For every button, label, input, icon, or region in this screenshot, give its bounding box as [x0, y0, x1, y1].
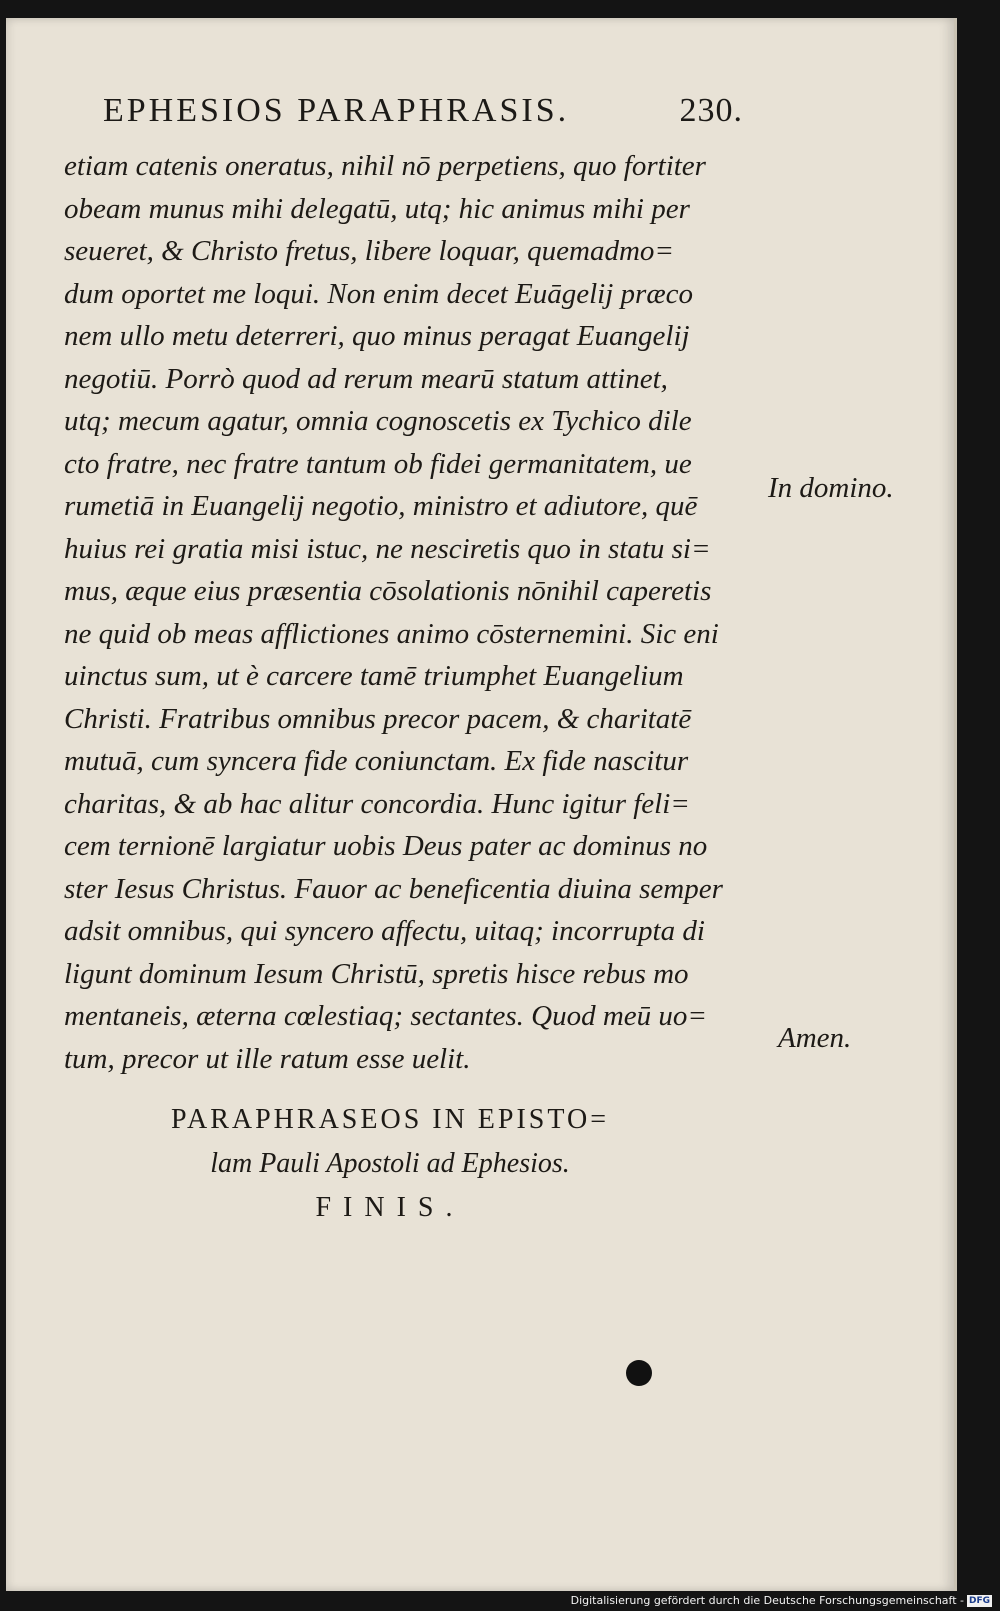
text-line: rumetiā in Euangelij negotio, ministro et adiutore, quē: [64, 490, 698, 522]
text-line: obeam munus mihi delegatū, utq; hic animus mihi per: [64, 192, 690, 225]
margin-note-in-domino: In domino.: [768, 472, 894, 504]
text-line: charitas, & ab hac alitur concordia. Hunc igitur feli=: [64, 787, 690, 820]
text-line: tum, precor ut ille ratum esse uelit.: [64, 1042, 471, 1075]
text-line: ne quid ob meas afflictiones animo cōsternemini. Sic eni: [64, 617, 719, 650]
colophon-line-1: PARAPHRASEOS IN EPISTO=: [170, 1104, 609, 1135]
ink-blot: [626, 1360, 652, 1386]
text-line: nem ullo metu deterreri, quo minus peragat Euangelij: [64, 320, 690, 352]
page-number: 230.: [679, 92, 743, 129]
text-line: cto fratre, nec fratre tantum ob fidei germanitatem, ue: [64, 447, 692, 480]
text-line: adsit omnibus, qui syncero affectu, uitaq; incorrupta di: [64, 915, 705, 947]
header-title: EPHESIOS PARAPHRASIS.: [103, 92, 570, 129]
text-line: utq; mecum agatur, omnia cognoscetis ex Tychico dile: [64, 405, 692, 437]
text-line: negotiū. Porrò quod ad rerum mearū statum attinet,: [64, 362, 668, 395]
margin-note-amen: Amen.: [778, 1022, 852, 1054]
text-line: mutuā, cum syncera fide coniunctam. Ex fide nascitur: [64, 745, 689, 777]
text-line: cem ternionē largiatur uobis Deus pater ac dominus no: [64, 830, 708, 862]
text-line: seueret, & Christo fretus, libere loquar, quemadmo=: [64, 235, 675, 267]
text-line: ligunt dominum Iesum Christū, spretis hisce rebus mo: [64, 957, 689, 990]
text-body: [64, 145, 754, 1080]
colophon-finis: FINIS.: [315, 1192, 465, 1223]
text-line: huius rei gratia misi istuc, ne nesciretis quo in statu si=: [64, 532, 711, 565]
text-line: dum oportet me loqui. Non enim decet Euāgelij præco: [64, 277, 694, 310]
dfg-logo-icon: DFG: [968, 1596, 990, 1606]
text-line: Christi. Fratribus omnibus precor pacem, & charitatē: [64, 702, 692, 735]
colophon-line-2: lam Pauli Apostoli ad Ephesios.: [210, 1148, 570, 1179]
text-line: ster Iesus Christus. Fauor ac beneficentia diuina semper: [64, 872, 723, 905]
digitization-credit: [571, 1593, 992, 1609]
credit-text: Digitalisierung gefördert durch die Deutsche Forschungsgemeinschaft -: [570, 1594, 964, 1607]
text-line: etiam catenis oneratus, nihil nō perpetiens, quo fortiter: [64, 150, 706, 182]
text-line: mus, æque eius præsentia cōsolationis nōnihil caperetis: [64, 575, 712, 607]
colophon: [120, 1098, 660, 1230]
text-line: mentaneis, æterna cœlestiaq; sectantes. Quod meū uo=: [64, 1000, 707, 1032]
running-header: [103, 92, 743, 138]
text-line: uinctus sum, ut è carcere tamē triumphet Euangelium: [64, 660, 684, 692]
